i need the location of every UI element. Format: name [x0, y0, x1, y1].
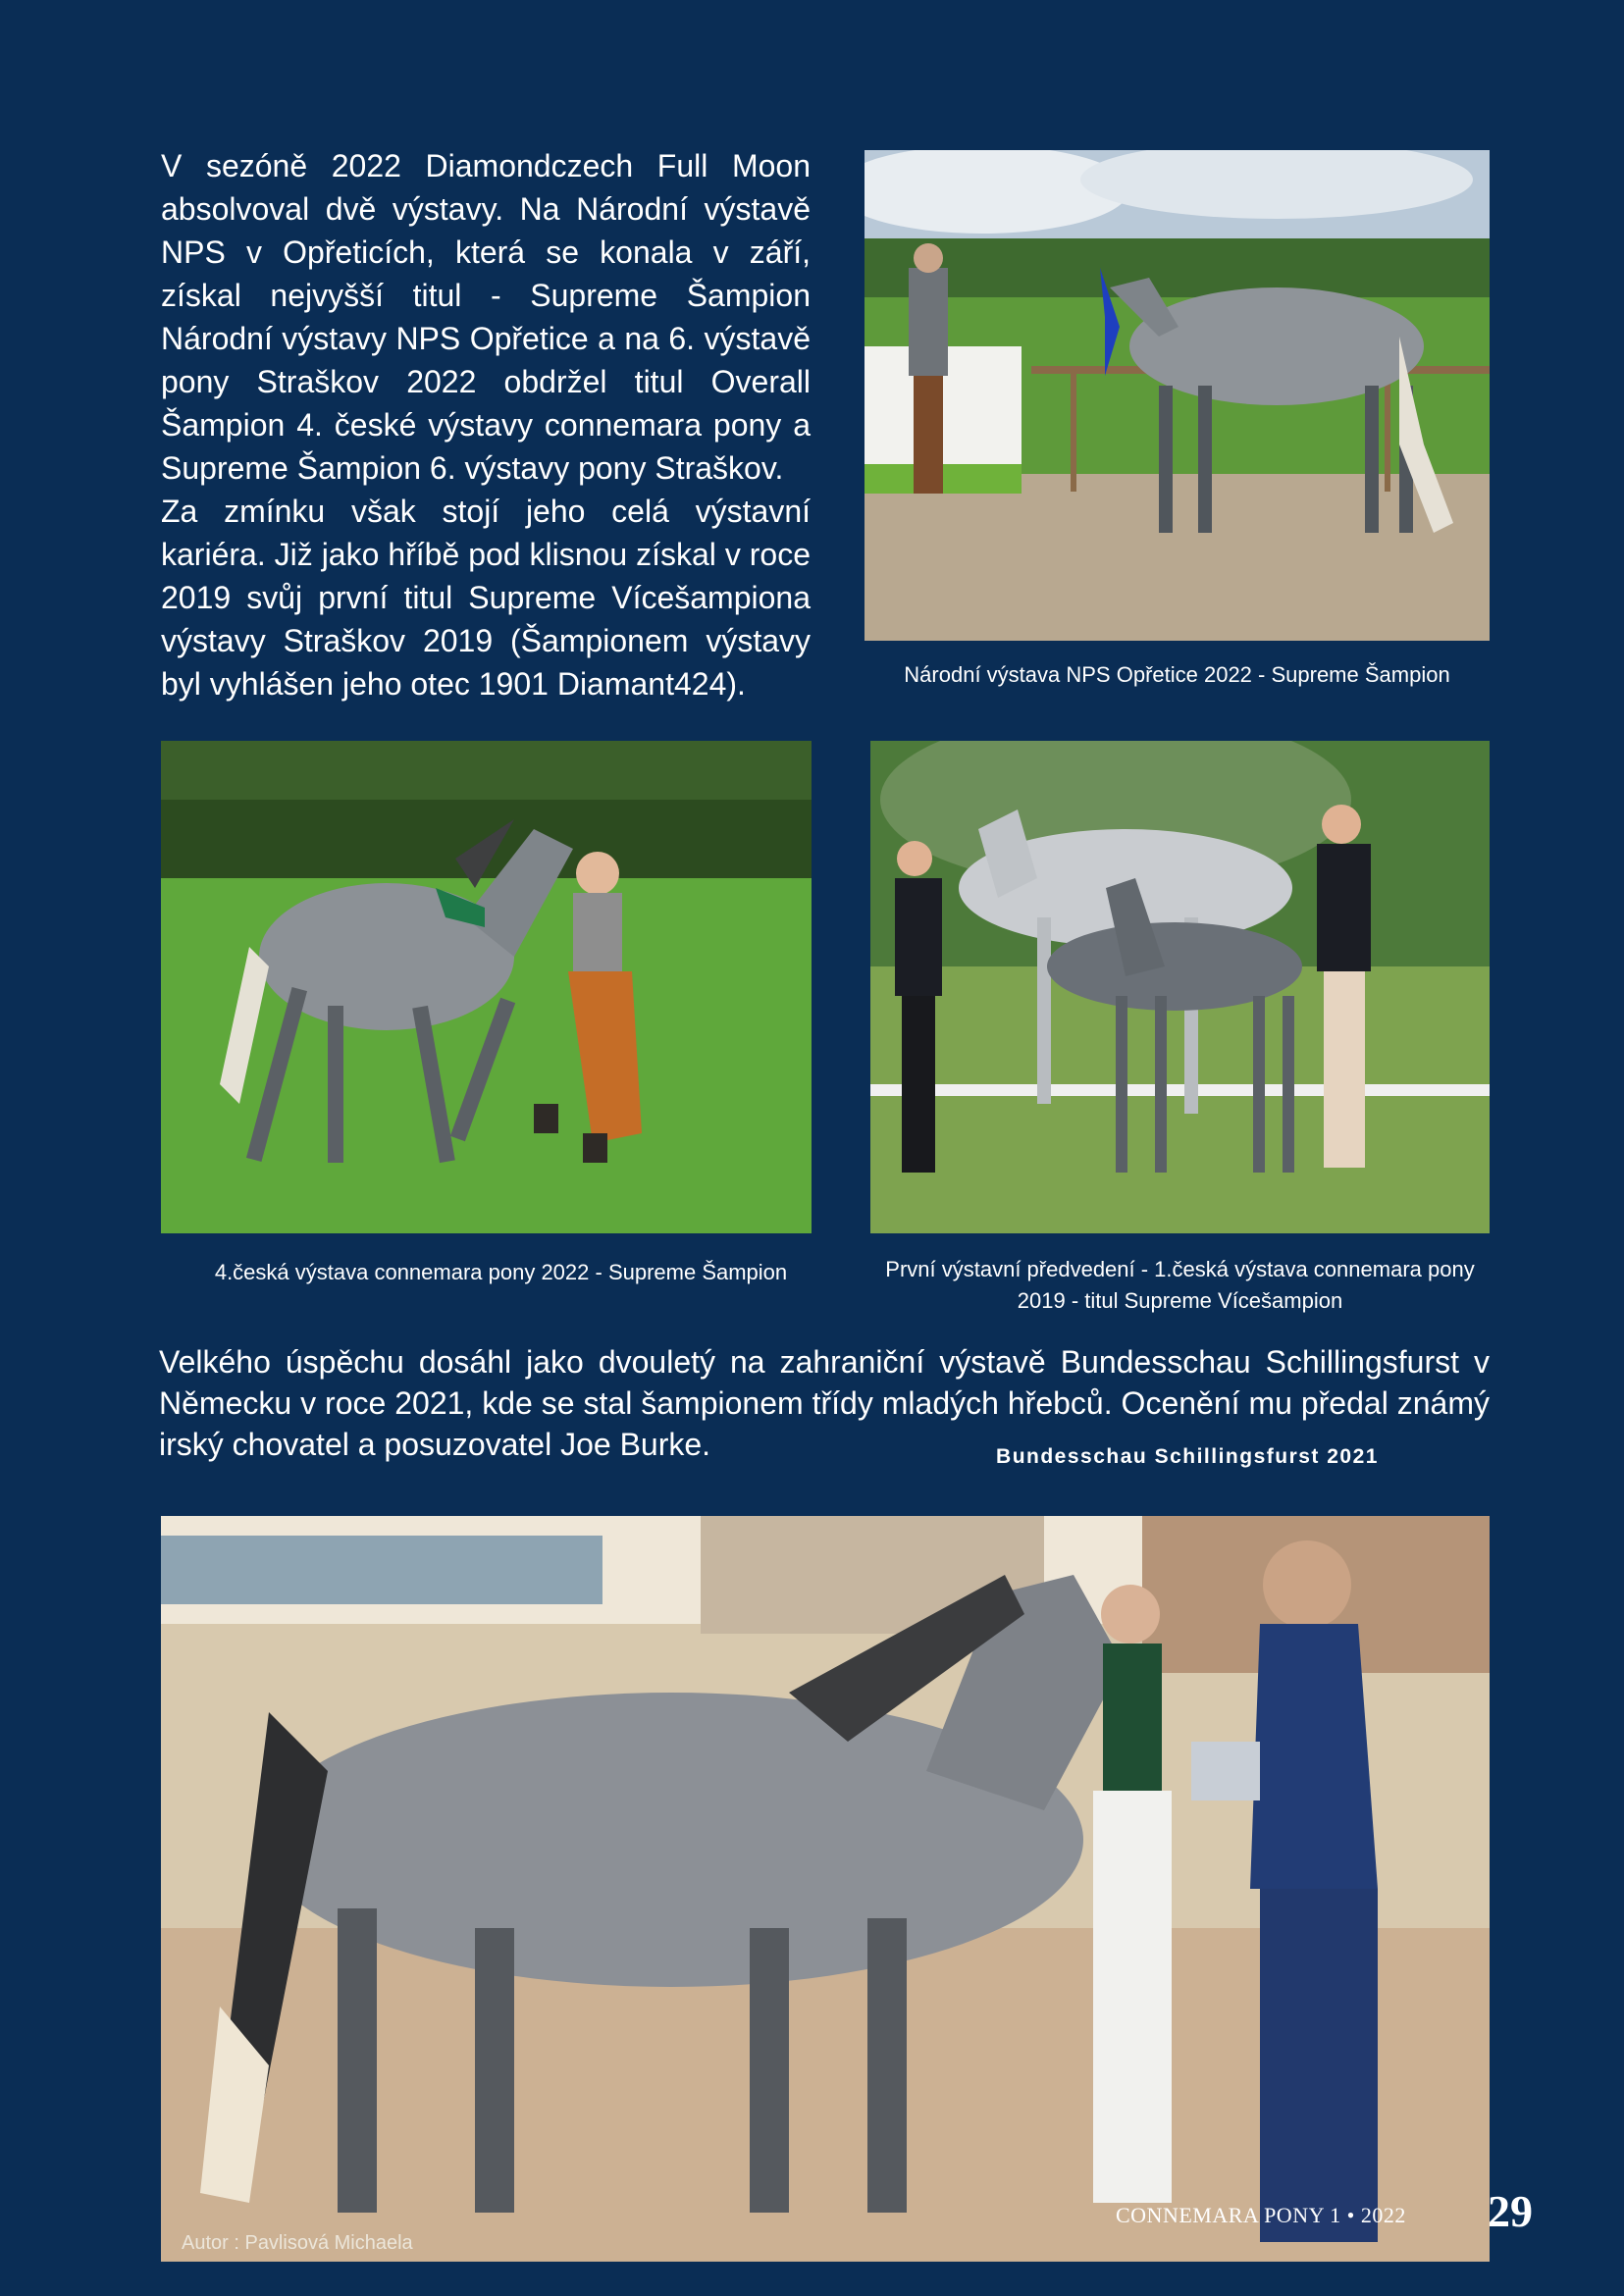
intro-paragraph-2: Za zmínku však stojí jeho celá výstavní kariéra. Již jako hříbě pod klisnou získal v roce 2019 svůj první titul Supreme Vícešampiona výstavy Straškov 2019 (Šampionem výstavy byl vyhlášen jeho otec 1901 Diamant424). — [161, 494, 811, 702]
photo-first-show-vice-champion — [870, 741, 1490, 1233]
page-number: 29 — [1488, 2186, 1533, 2236]
body-paragraph-bundesschau: Velkého úspěchu dosáhl jako dvouletý na zahraniční výstavě Bundesschau Schillingsfurst v Německu v roce 2021, kde se stal šampionem třídy mladých hřebců. Ocenění mu předal známý irský chovatel a posuzovatel Joe Burke. — [159, 1344, 1490, 1462]
photo-author: Autor : Pavlisová Michaela — [182, 2232, 413, 2254]
magazine-name: CONNEMARA PONY 1 • 2022 — [1116, 2203, 1406, 2227]
photo-straskov-supreme-champion — [161, 741, 812, 1233]
intro-paragraph-1: V sezóně 2022 Diamondczech Full Moon absolvoval dvě výstavy. Na Národní výstavě NPS v Opřeticích, která se konala v září, získal nejvyšší titul - Supreme Šampion Národní výstavy NPS Opřetice a na 6. výstavě pony Straškov 2022 obdržel titul Overall Šampion 4. české výstavy connemara pony a Supreme Šampion 6. výstavy pony Straškov. — [161, 148, 811, 486]
photo-bundesschau-schillingsfurst — [161, 1516, 1490, 2262]
photo-oprtice-supreme-champion — [864, 150, 1490, 641]
caption-photo-1: Národní výstava NPS Opřetice 2022 - Supreme Šampion — [904, 662, 1450, 687]
caption-photo-2: 4.česká výstava connemara pony 2022 - Supreme Šampion — [214, 1260, 788, 1284]
caption-photo-4: Bundesschau Schillingsfurst 2021 — [996, 1445, 1379, 1468]
intro-text — [161, 144, 811, 705]
caption-photo-3: První výstavní předvedení - 1.česká výstava connemara pony 2019 - titul Supreme Vícešampion — [885, 1257, 1475, 1313]
